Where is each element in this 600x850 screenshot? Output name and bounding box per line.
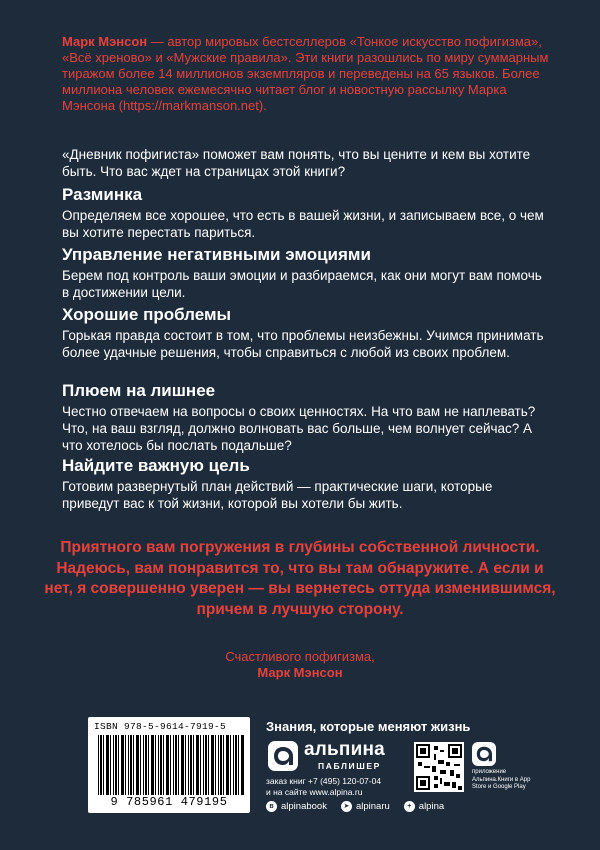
section-text: Честно отвечаем на вопросы о своих ценностях. На что вам не наплевать? Что, на ваш взгляд, должно волновать вас больше, чем волнует сейчас? А что хотелось бы послать подальше? [62,404,536,453]
signoff [0,649,600,681]
bio-text: — автор мировых бестселлеров «Тонкое искусство пофигизма», «Всё хреново» и «Мужские правила». Эти книги разошлись по миру суммарным тиражом более 14 миллионов экземпляров и переведены на 65 языков. Более миллиона человек ежемесячно читает блог и новостную рассылку Марка Мэнсона (https://markmanson.net). [62,34,549,113]
social-vk[interactable] [266,801,327,812]
vk-icon: в [266,801,277,812]
signoff-line: Счастливого пофигизма, [225,649,375,664]
section-title: Хорошие проблемы [62,305,232,324]
publisher-subtitle: ПАБЛИШЕР [318,761,381,771]
section-text: Берем под контроль ваши эмоции и разбираемся, как они могут вам помочь в достижении цели. [62,268,542,300]
section-negative-emotions [62,245,552,301]
qr-code-icon [414,742,464,792]
telegram-icon: ➤ [341,801,352,812]
section-title: Разминка [62,185,143,204]
section-warmup [62,185,552,241]
social-alpina[interactable] [404,801,444,812]
social-label: alpinabook [281,801,327,812]
social-label: alpina [418,801,445,812]
section-text: Определяем все хорошее, что есть в вашей жизни, и записываем все, о чем вы хотите перестать париться. [62,208,544,240]
bio-author: Марк Мэнсон [62,34,148,49]
section-title: Управление негативными эмоциями [62,245,371,264]
barcode-bars [98,735,244,795]
order-contact [266,776,416,798]
ean-digits: 9 785961 479195 [110,795,228,809]
section-values [62,381,552,454]
section-goal [62,456,552,512]
isbn-label: ISBN 978-5-9614-7919-5 [94,721,227,732]
order-site: и на сайте www.alpina.ru [266,787,363,797]
barcode-panel [88,717,250,813]
intro-text: «Дневник пофигиста» поможет вам понять, что вы цените и кем вы хотите быть. Что вас ждет на страницах этой книги? [62,147,531,179]
plus-icon: + [404,801,415,812]
social-telegram[interactable] [341,801,390,812]
social-links [266,801,566,812]
order-phone: заказ книг +7 (495) 120-07-04 [266,776,382,786]
section-title: Плюем на лишнее [62,381,216,400]
signoff-author: Марк Мэнсон [257,665,343,680]
publisher-tagline: Знания, которые меняют жизнь [266,719,471,734]
section-good-problems [62,305,552,361]
section-text: Горькая правда состоит в том, что проблемы неизбежны. Учимся принимать более удачные решения, чтобы справиться с любой из своих проблем. [62,328,544,360]
alpina-app-icon [472,742,496,766]
social-label: alpinaru [355,801,390,812]
author-bio [62,34,552,114]
section-text: Готовим развернутый план действий — практические шаги, которые приведут вас к той жизни, которой вы хотели бы жить. [62,479,493,511]
app-store-text: приложение Альпина.Книги в App Store и Google Play [472,769,531,790]
publisher-name: альпина [304,739,385,760]
author-quote: Приятного вам погружения в глубины собственной личности. Надеюсь, вам понравится то, что вы там обнаружите. А если и нет, я совершенно уверен — вы вернетесь оттуда изменившимся, причем в лучшую сторону. [44,539,556,618]
alpina-logo-icon [268,741,298,771]
section-title: Найдите важную цель [62,456,250,475]
